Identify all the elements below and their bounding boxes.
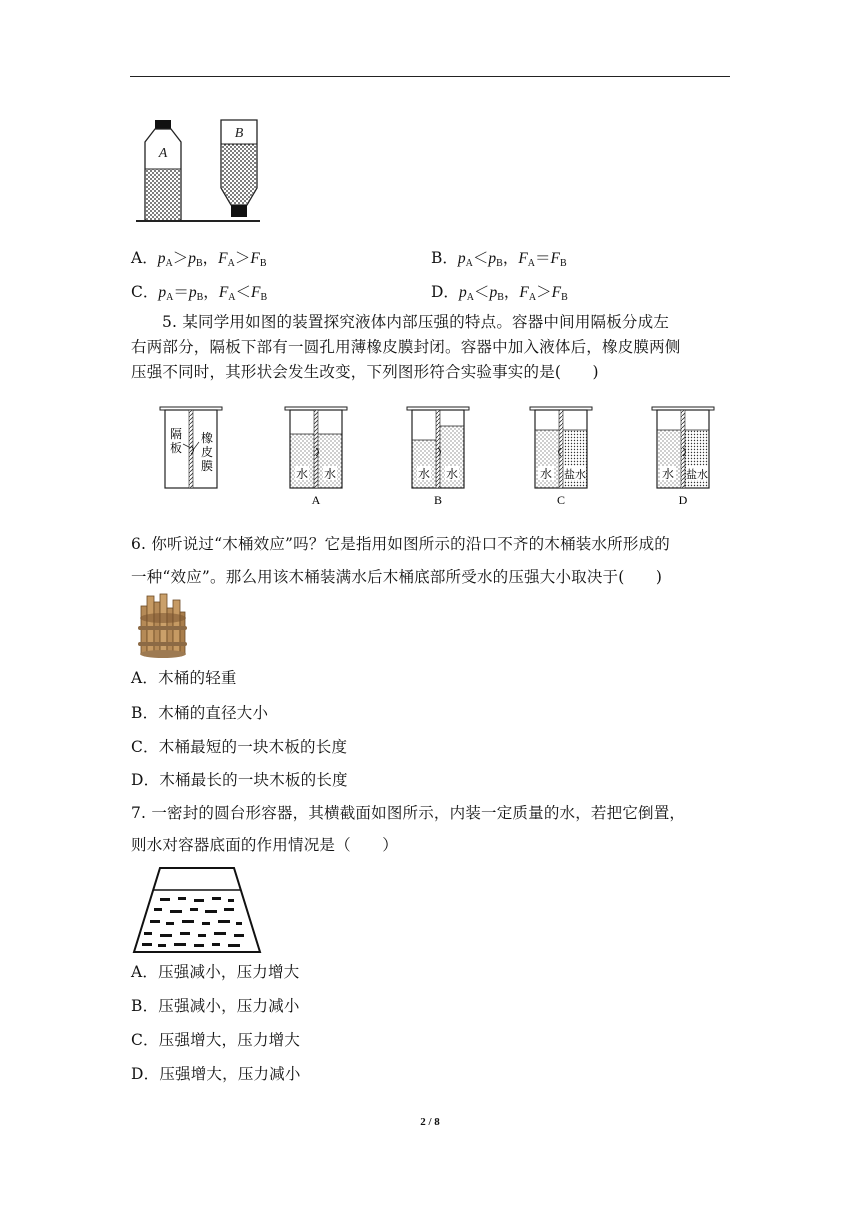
q6-text-line-1: 6. 你听说过“木桶效应”吗？它是指用如图所示的沿口不齐的木桶装水所形成的 — [131, 535, 670, 553]
option-b-container — [407, 407, 469, 507]
bottle-b-label: B — [234, 126, 244, 141]
page-number: 2 / 8 — [420, 1116, 440, 1128]
svg-text:盐水: 盐水 — [686, 468, 708, 481]
svg-text:皮: 皮 — [200, 445, 214, 459]
q4-option-c[interactable]: C．$p_A=p_B$，$F_A<F_B$ — [131, 283, 268, 303]
q7-text-line-1: 7. 一密封的圆台形容器，其横截面如图所示，内装一定质量的水，若把它倒置， — [131, 804, 686, 822]
option-d-container — [652, 407, 714, 507]
q5-text-line-3: 压强不同时，其形状会发生改变，下列图形符合实验事实的是( ) — [131, 363, 599, 381]
caption-d: D — [678, 493, 688, 507]
q5-text-line-2: 右两部分，隔板下部有一圆孔用薄橡皮膜封闭。容器中加入液体后，橡皮膜两侧 — [131, 338, 681, 356]
wooden-bucket-image — [133, 592, 191, 660]
svg-text:橡: 橡 — [200, 431, 214, 445]
q4-option-a[interactable]: A．$p_A>p_B$，$F_A>F_B$ — [131, 249, 267, 269]
bottle-a-label: A — [158, 146, 168, 161]
q6-option-d[interactable]: D．木桶最长的一块木板的长度 — [131, 771, 348, 789]
q4-bottles-figure — [128, 116, 278, 226]
q6-text-line-2: 一种“效应”。那么用该木桶装满水后木桶底部所受水的压强大小取决于( ) — [131, 568, 663, 586]
option-a-container — [285, 407, 347, 507]
q5-text-line-1: 5. 某同学用如图的装置探究液体内部压强的特点。容器中间用隔板分成左 — [162, 313, 670, 331]
setup-container — [160, 407, 222, 488]
caption-c: C — [556, 493, 566, 507]
svg-text:板: 板 — [169, 441, 183, 455]
q7-option-d[interactable]: D．压强增大，压力减小 — [131, 1065, 301, 1083]
q5-containers-figure — [150, 400, 730, 512]
svg-text:水: 水 — [295, 467, 309, 481]
q7-option-a[interactable]: A．压强减小，压力增大 — [131, 963, 300, 981]
q7-option-c[interactable]: C．压强增大，压力增大 — [131, 1031, 301, 1049]
q6-option-a[interactable]: A．木桶的轻重 — [131, 669, 237, 687]
q7-text-line-2: 则水对容器底面的作用情况是（ ） — [131, 836, 398, 854]
header-rule — [130, 76, 730, 77]
q6-option-c[interactable]: C．木桶最短的一块木板的长度 — [131, 738, 348, 756]
frustum-container-figure — [130, 864, 264, 956]
svg-text:水: 水 — [445, 467, 459, 481]
q6-option-b[interactable]: B．木桶的直径大小 — [131, 704, 269, 722]
svg-text:水: 水 — [539, 467, 553, 481]
svg-text:水: 水 — [417, 467, 431, 481]
svg-text:盐水: 盐水 — [564, 468, 586, 481]
q7-option-b[interactable]: B．压强减小，压力减小 — [131, 997, 300, 1015]
svg-text:膜: 膜 — [200, 459, 214, 473]
svg-text:隔: 隔 — [169, 427, 183, 441]
option-c-container — [530, 407, 592, 507]
q4-option-d[interactable]: D．$p_A<p_B$，$F_A>F_B$ — [431, 283, 568, 303]
caption-b: B — [433, 493, 443, 507]
svg-text:水: 水 — [323, 467, 337, 481]
caption-a: A — [311, 493, 321, 507]
svg-text:水: 水 — [661, 467, 675, 481]
q4-option-b[interactable]: B．$p_A<p_B$，$F_A=F_B$ — [431, 249, 567, 269]
